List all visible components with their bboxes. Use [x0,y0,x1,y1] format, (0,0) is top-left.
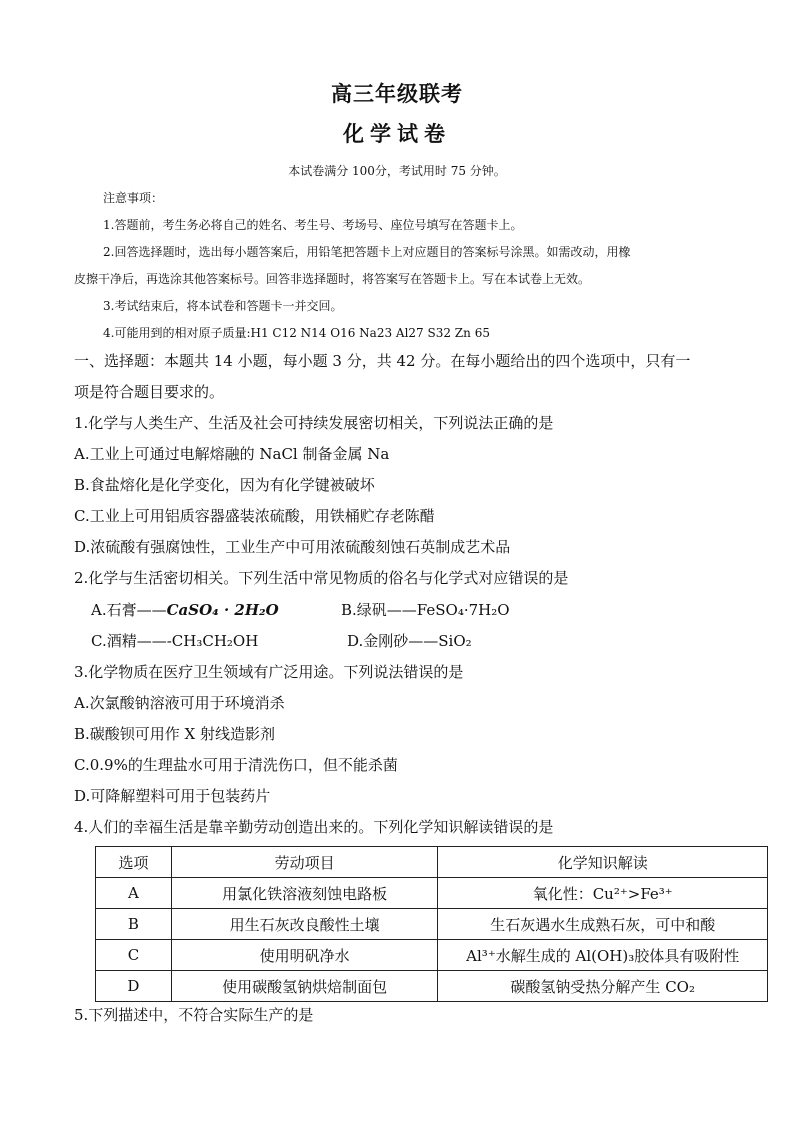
table-cell: 氧化性：Cu²⁺>Fe³⁺ [438,878,768,909]
exam-subject: 化学试卷 [343,122,451,146]
question-3-option-d: D.可降解塑料可用于包装药片 [74,787,271,805]
notice-item-4: 4.可能用到的相对原子质量:H1 C12 N14 O16 Na23 Al27 S32 Zn 65 [103,326,490,340]
table-header-option: 选项 [96,847,172,878]
question-1-option-a: A.工业上可通过电解熔融的 NaCl 制备金属 Na [74,445,390,463]
question-3-option-b: B.碳酸钡可用作 X 射线造影剂 [74,725,276,743]
question-1-option-c: C.工业上可用铝质容器盛装浓硫酸，用铁桶贮存老陈醋 [74,507,435,525]
notice-item-2-line-1: 2.回答选择题时，选出每小题答案后，用铅笔把答题卡上对应题目的答案标号涂黑。如需改动，用橡 [103,245,631,259]
question-4-table [95,846,768,1002]
table-cell: 使用明矾净水 [171,940,438,971]
question-2-option-d: D.金刚砂——SiO₂ [347,632,472,650]
table-cell: 用氯化铁溶液刻蚀电路板 [171,878,438,909]
question-2-option-a-label: A.石膏—— [91,601,167,619]
question-2-option-a [91,599,279,620]
notice-item-1: 1.答题前，考生务必将自己的姓名、考生号、考场号、座位号填写在答题卡上。 [103,218,523,232]
question-2-option-b: B.绿矾——FeSO₄·7H₂O [341,601,510,619]
notice-item-2-line-2: 皮擦干净后，再选涂其他答案标号。回答非选择题时，将答案写在答题卡上。写在本试卷上无效。 [74,272,591,286]
table-cell: D [96,971,172,1002]
table-cell: 用生石灰改良酸性土壤 [171,909,438,940]
table-cell: C [96,940,172,971]
table-row [96,878,768,909]
table-row [96,971,768,1002]
table-header-labor: 劳动项目 [171,847,438,878]
question-3-option-c: C.0.9%的生理盐水可用于清洗伤口，但不能杀菌 [74,756,398,774]
table-cell: 生石灰遇水生成熟石灰，可中和酸 [438,909,768,940]
table-row [96,909,768,940]
table-cell: A [96,878,172,909]
question-2-option-c: C.酒精——-CH₃CH₂OH [91,632,259,650]
exam-title: 高三年级联考 [331,82,463,106]
table-cell: Al³⁺水解生成的 Al(OH)₃胶体具有吸附性 [438,940,768,971]
question-1-option-d: D.浓硫酸有强腐蚀性，工业生产中可用浓硫酸刻蚀石英制成艺术品 [74,538,511,556]
question-1-stem: 1.化学与人类生产、生活及社会可持续发展密切相关，下列说法正确的是 [74,414,554,432]
question-2-stem: 2.化学与生活密切相关。下列生活中常见物质的俗名与化学式对应错误的是 [74,569,569,587]
question-4-stem: 4.人们的幸福生活是靠辛勤劳动创造出来的。下列化学知识解读错误的是 [74,818,554,836]
question-2-option-a-formula: CaSO₄ · 2H₂O [166,601,279,619]
table-cell: 碳酸氢钠受热分解产生 CO₂ [438,971,768,1002]
notice-item-3: 3.考试结束后，将本试卷和答题卡一并交回。 [103,299,343,313]
section-1-line-2: 项是符合题目要求的。 [74,383,225,401]
table-cell: 使用碳酸氢钠烘焙制面包 [171,971,438,1002]
table-row [96,940,768,971]
notice-heading: 注意事项： [103,191,164,205]
question-3-option-a: A.次氯酸钠溶液可用于环境消杀 [74,694,285,712]
table-header-knowledge: 化学知识解读 [438,847,768,878]
question-5-stem: 5.下列描述中，不符合实际生产的是 [74,1006,314,1024]
table-header-row [96,847,768,878]
section-1-line-1: 一、选择题：本题共 14 小题，每小题 3 分，共 42 分。在每小题给出的四个选项中，只有一 [74,352,691,370]
question-3-stem: 3.化学物质在医疗卫生领域有广泛用途。下列说法错误的是 [74,663,464,681]
question-1-option-b: B.食盐熔化是化学变化，因为有化学键被破坏 [74,476,375,494]
table-cell: B [96,909,172,940]
exam-meta: 本试卷满分 100分，考试用时 75 分钟。 [288,164,506,178]
